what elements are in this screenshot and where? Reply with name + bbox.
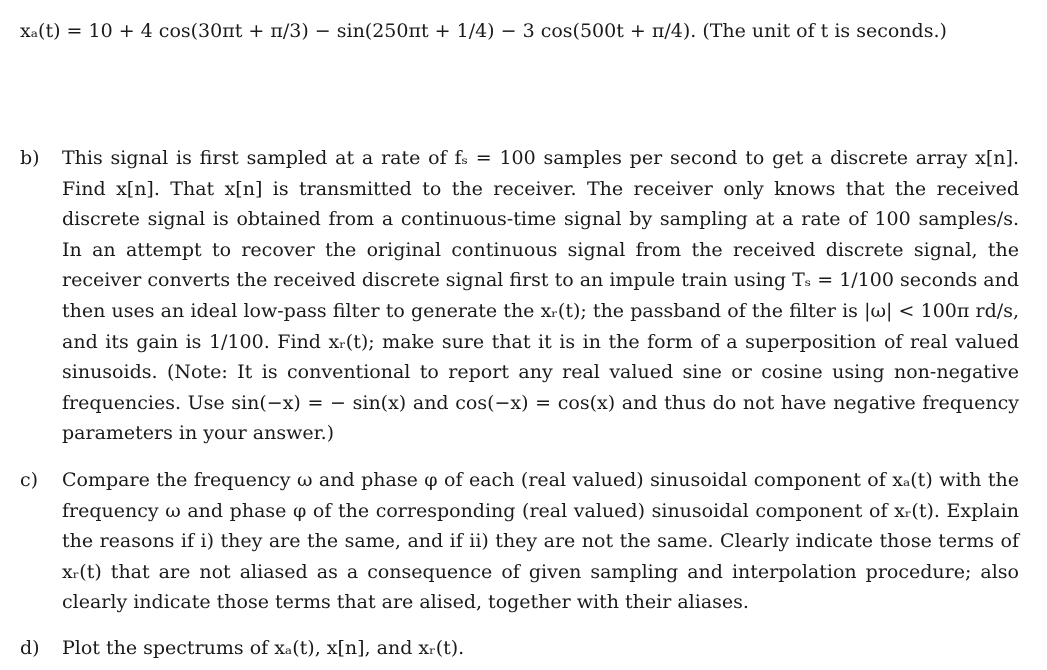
part-text: Plot the spectrums of xₐ(t), x[n], and xᵣ(t).: [62, 637, 465, 659]
question-part-b: [20, 143, 1019, 449]
part-label: c): [20, 469, 39, 491]
signal-equation: xₐ(t) = 10 + 4 cos(30πt + π/3) − sin(250πt + 1/4) − 3 cos(500t + π/4). (The unit of t is seconds.): [20, 20, 947, 42]
question-part-d: [20, 633, 1019, 664]
part-label: b): [20, 147, 40, 169]
question-part-c: [20, 465, 1019, 618]
part-label: d): [20, 637, 40, 659]
part-text: This signal is first sampled at a rate of fₛ = 100 samples per second to get a discrete array x[n]. Find x[n]. That x[n] is transmitted to the receiver. The receiver only knows that the received discrete signal is obtained from a continuous-time signal by sampling at a rate of 100 samples/s. In an attempt to recover the original continuous signal from the received discrete signal, the receiver converts the received discrete signal first to an impule train using Tₛ = 1/100 seconds and then uses an ideal low-pass filter to generate the xᵣ(t); the passband of the filter is |ω| < 100π rd/s, and its gain is 1/100. Find xᵣ(t); make sure that it is in the form of a superposition of real valued sinusoids. (Note: It is conventional to report any real valued sine or cosine using non-negative frequencies. Use sin(−x) = − sin(x) and cos(−x) = cos(x) and thus do not have negative frequency parameters in your answer.): [62, 147, 1019, 445]
part-text: Compare the frequency ω and phase φ of each (real valued) sinusoidal component of xₐ(t) with the frequency ω and phase φ of the corresponding (real valued) sinusoidal component of xᵣ(t). Explain the reasons if i) they are the same, and if ii) they are not the same. Clearly indicate those terms of xᵣ(t) that are not aliased as a consequence of given sampling and interpolation procedure; also clearly indicate those terms that are alised, together with their aliases.: [62, 469, 1019, 614]
